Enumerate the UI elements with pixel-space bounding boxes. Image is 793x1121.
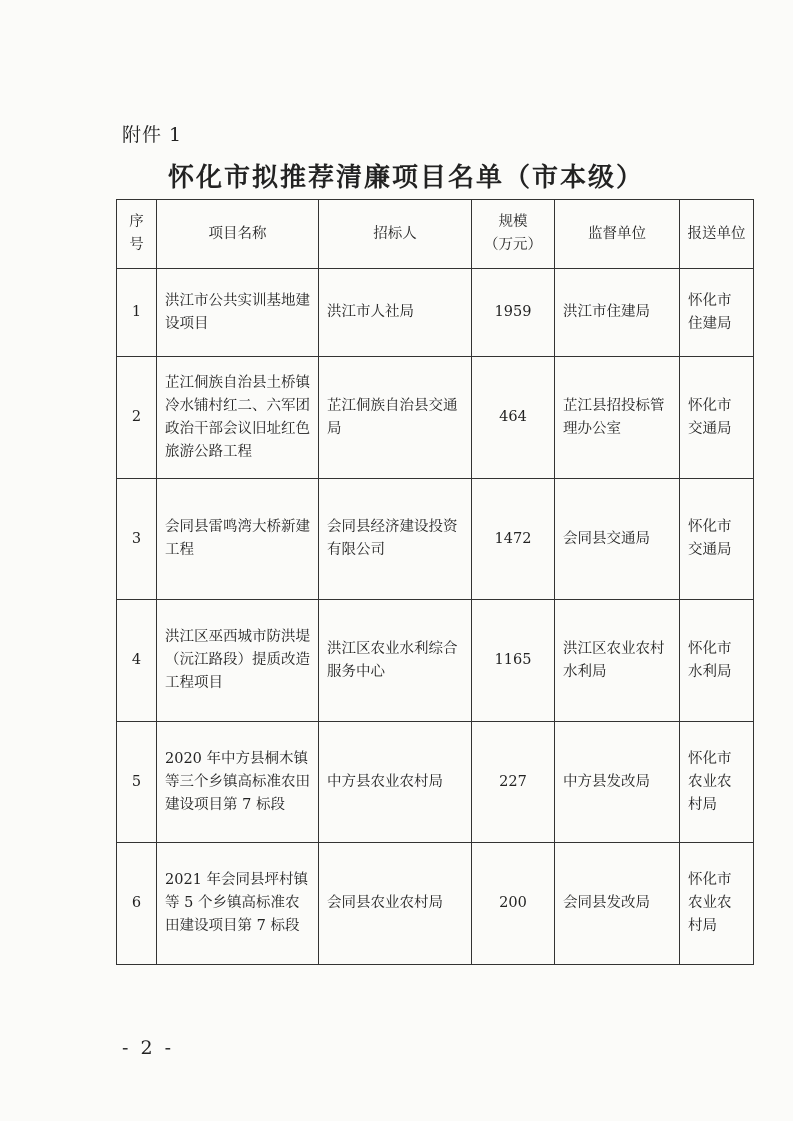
supervisor: 中方县发改局 (555, 722, 680, 843)
tenderer: 洪江区农业水利综合服务中心 (319, 600, 472, 722)
table-row (117, 600, 754, 722)
header-scale-line1: 规模 (498, 214, 528, 230)
header-submitter: 报送单位 (680, 200, 754, 269)
row-number: 6 (117, 843, 157, 965)
attachment-label: 附件 1 (122, 124, 183, 146)
submitter: 怀化市交通局 (680, 479, 754, 600)
project-name: 洪江区巫西城市防洪堤（沅江路段）提质改造工程项目 (157, 600, 319, 722)
header-supervisor: 监督单位 (555, 200, 680, 269)
header-scale (472, 200, 555, 269)
supervisor: 会同县交通局 (555, 479, 680, 600)
tenderer: 会同县经济建设投资有限公司 (319, 479, 472, 600)
row-number: 2 (117, 357, 157, 479)
scale-value: 464 (472, 357, 555, 479)
supervisor: 芷江县招投标管理办公室 (555, 357, 680, 479)
header-no-line2: 号 (129, 237, 144, 253)
table-row (117, 843, 754, 965)
submitter: 怀化市农业农村局 (680, 722, 754, 843)
tenderer: 中方县农业农村局 (319, 722, 472, 843)
submitter: 怀化市交通局 (680, 357, 754, 479)
table-row (117, 722, 754, 843)
row-number: 3 (117, 479, 157, 600)
project-name: 芷江侗族自治县土桥镇冷水铺村红二、六军团政治干部会议旧址红色旅游公路工程 (157, 357, 319, 479)
row-number: 5 (117, 722, 157, 843)
document-title: 怀化市拟推荐清廉项目名单（市本级） (167, 163, 644, 193)
project-name: 会同县雷鸣湾大桥新建工程 (157, 479, 319, 600)
project-name: 2020 年中方县桐木镇等三个乡镇高标准农田建设项目第 7 标段 (157, 722, 319, 843)
scale-value: 1472 (472, 479, 555, 600)
table-row (117, 357, 754, 479)
row-number: 4 (117, 600, 157, 722)
submitter: 怀化市住建局 (680, 269, 754, 357)
project-name: 洪江市公共实训基地建设项目 (157, 269, 319, 357)
submitter: 怀化市农业农村局 (680, 843, 754, 965)
scale-value: 227 (472, 722, 555, 843)
header-no-line1: 序 (129, 214, 144, 230)
scale-value: 1959 (472, 269, 555, 357)
tenderer: 芷江侗族自治县交通局 (319, 357, 472, 479)
submitter: 怀化市水利局 (680, 600, 754, 722)
project-table (116, 199, 754, 965)
header-tenderer: 招标人 (319, 200, 472, 269)
supervisor: 洪江区农业农村水利局 (555, 600, 680, 722)
row-number: 1 (117, 269, 157, 357)
scale-value: 200 (472, 843, 555, 965)
project-name: 2021 年会同县坪村镇等 5 个乡镇高标准农田建设项目第 7 标段 (157, 843, 319, 965)
page-number: - 2 - (122, 1037, 175, 1059)
table-row (117, 269, 754, 357)
table-header-row (117, 200, 754, 269)
tenderer: 洪江市人社局 (319, 269, 472, 357)
header-scale-line2: （万元） (484, 237, 542, 253)
header-no (117, 200, 157, 269)
table-row (117, 479, 754, 600)
header-project-name: 项目名称 (157, 200, 319, 269)
scale-value: 1165 (472, 600, 555, 722)
supervisor: 洪江市住建局 (555, 269, 680, 357)
tenderer: 会同县农业农村局 (319, 843, 472, 965)
supervisor: 会同县发改局 (555, 843, 680, 965)
